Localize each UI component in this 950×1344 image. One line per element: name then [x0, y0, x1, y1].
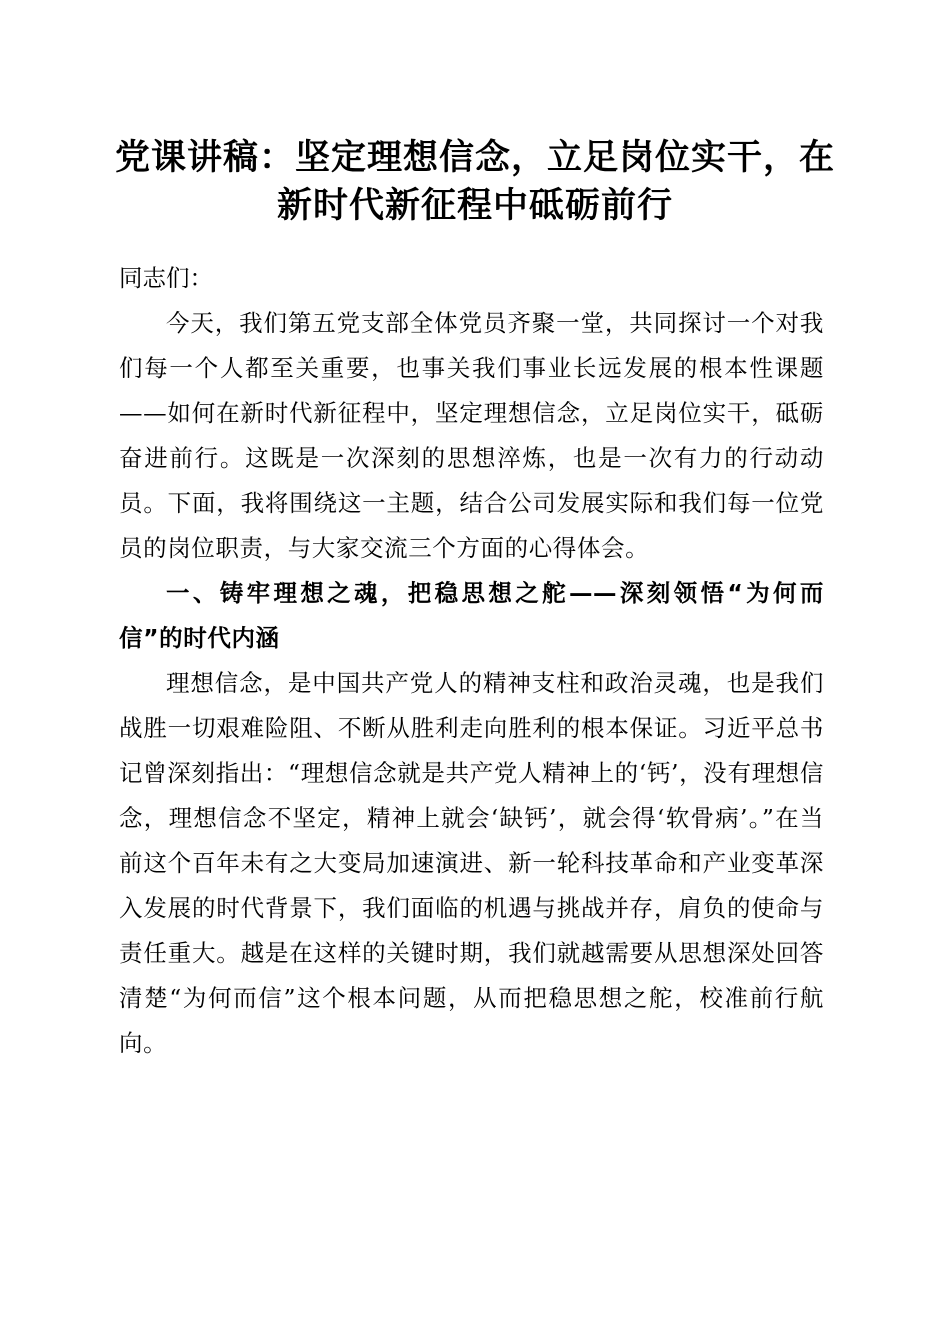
salutation: 同志们： — [119, 264, 213, 292]
document-body — [119, 256, 824, 1066]
document-title — [110, 134, 840, 230]
paragraph-intro: 今天，我们第五党支部全体党员齐聚一堂，共同探讨一个对我们每一个人都至关重要，也事关我们事业长远发展的根本性课题——如何在新时代新征程中，坚定理想信念，立足岗位实干，砥砺奋进前行。这既是一次深刻的思想淬炼，也是一次有力的行动动员。下面，我将围绕这一主题，结合公司发展实际和我们每一位党员的岗位职责，与大家交流三个方面的心得体会。 — [119, 309, 824, 562]
title-line-2: 新时代新征程中砥砺前行 — [276, 186, 673, 226]
section-heading-1: 一、铸牢理想之魂，把稳思想之舵——深刻领悟“为何而信”的时代内涵 — [119, 579, 824, 652]
paragraph-section-1: 理想信念，是中国共产党人的精神支柱和政治灵魂，也是我们战胜一切艰难险阻、不断从胜利走向胜利的根本保证。习近平总书记曾深刻指出：“理想信念就是共产党人精神上的‘钙’，没有理想信念，理想信念不坚定，精神上就会‘缺钙’，就会得‘软骨病’。”在当前这个百年未有之大变局加速演进、新一轮科技革命和产业变革深入发展的时代背景下，我们面临的机遇与挑战并存，肩负的使命与责任重大。越是在这样的关键时期，我们就越需要从思想深处回答清楚“为何而信”这个根本问题，从而把稳思想之舵，校准前行航向。 — [119, 669, 824, 1057]
title-line-1: 党课讲稿：坚定理想信念，立足岗位实干，在 — [114, 138, 835, 178]
